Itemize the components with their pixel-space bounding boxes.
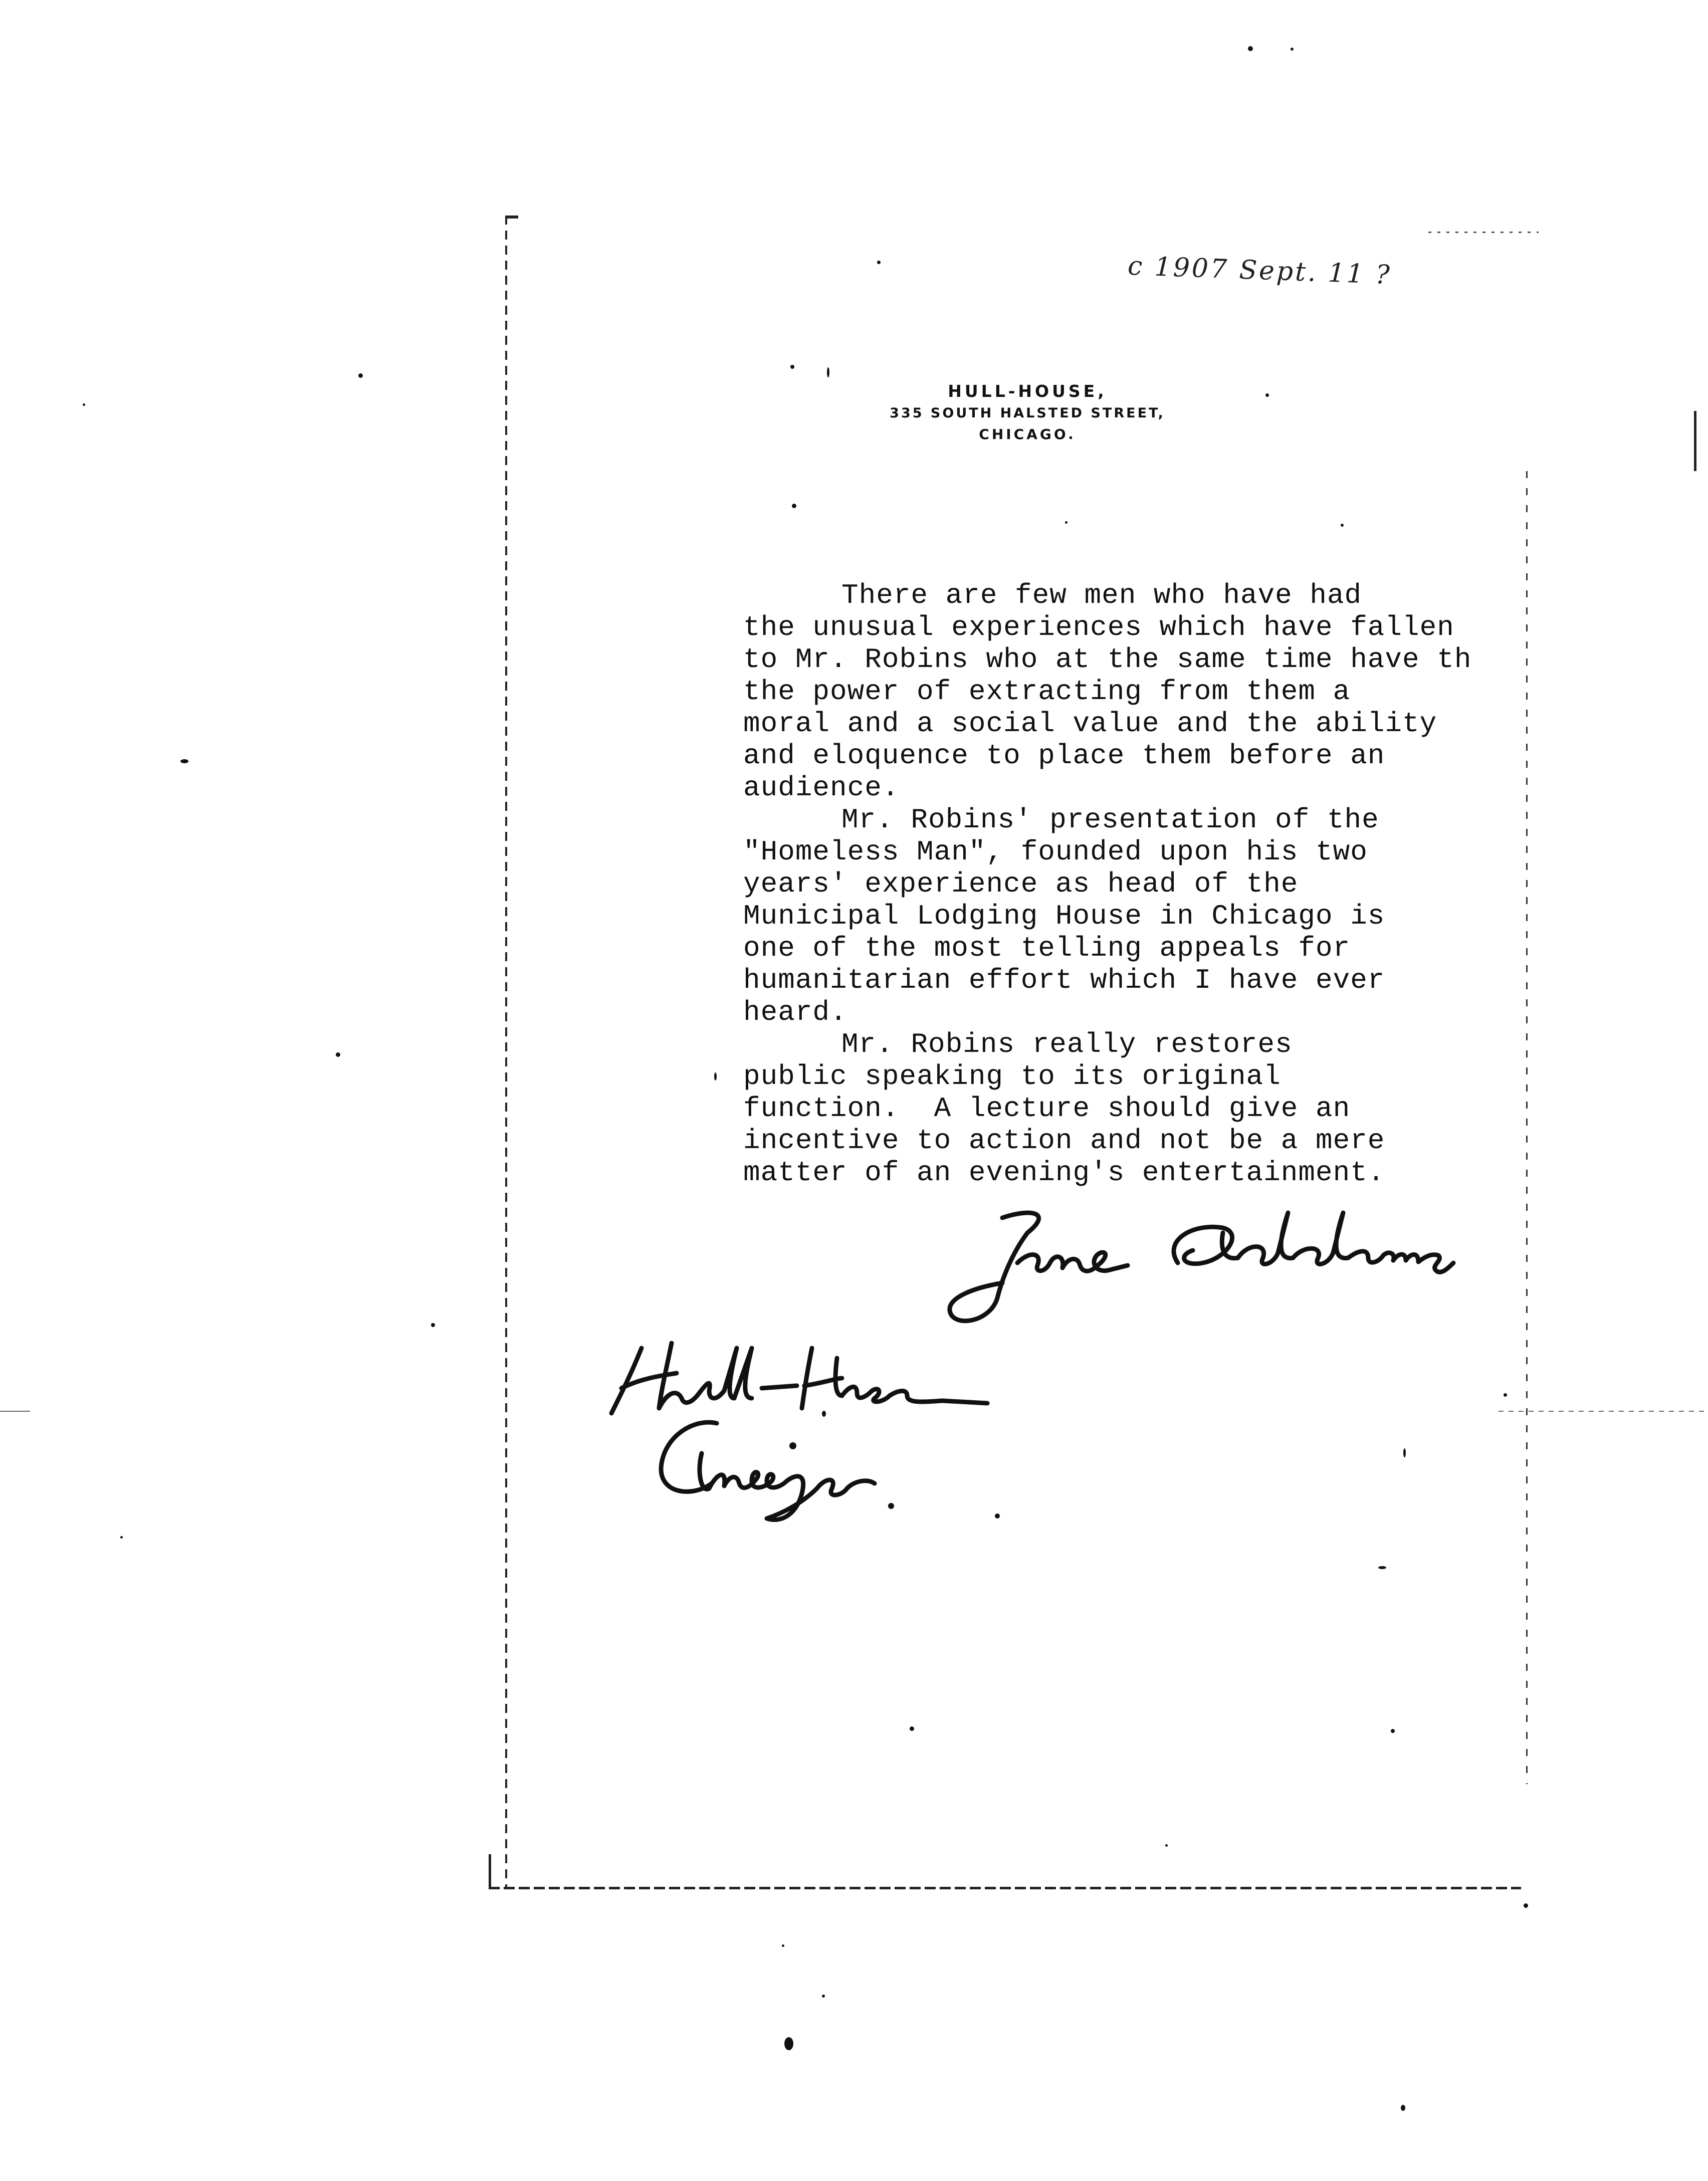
page-border-left xyxy=(505,215,507,1889)
body-line: Municipal Lodging House in Chicago is xyxy=(743,900,1385,932)
fold-line-right xyxy=(1499,1411,1708,1412)
body-line: matter of an evening's entertainment. xyxy=(743,1157,1385,1189)
body-line: public speaking to its original xyxy=(743,1060,1281,1093)
letterhead-street: 335 SOUTH HALSTED STREET, xyxy=(890,405,1165,421)
page-border-bottom-corner xyxy=(489,1854,491,1889)
body-line: one of the most telling appeals for xyxy=(743,932,1351,964)
body-line: Mr. Robins really restores xyxy=(841,1028,1293,1060)
body-line: "Homeless Man", founded upon his two xyxy=(743,836,1368,868)
body-line: Mr. Robins' presentation of the xyxy=(841,804,1379,836)
body-line: heard. xyxy=(743,996,847,1028)
page-border-right xyxy=(1526,471,1528,1784)
fold-line-left xyxy=(0,1411,30,1412)
body-line: moral and a social value and the ability xyxy=(743,708,1437,740)
body-line: and eloquence to place them before an xyxy=(743,740,1385,772)
page-border-left-tick xyxy=(505,215,518,219)
body-line: the power of extracting from them a xyxy=(743,676,1351,708)
letter-body xyxy=(743,579,1525,1189)
body-line: humanitarian effort which I have ever xyxy=(743,964,1385,996)
page-border-top-dots xyxy=(1428,232,1539,233)
body-line: incentive to action and not be a mere xyxy=(743,1125,1385,1157)
body-line: audience. xyxy=(743,772,900,804)
scan-edge-mark xyxy=(1694,411,1696,471)
letterhead-name: HULL-HOUSE, xyxy=(948,381,1107,401)
letterhead xyxy=(827,380,1228,445)
body-line: function. A lecture should give an xyxy=(743,1093,1351,1125)
body-line: There are few men who have had xyxy=(841,579,1362,611)
handwritten-place xyxy=(601,1303,1103,1544)
letterhead-city: CHICAGO. xyxy=(979,426,1076,443)
page-border-bottom xyxy=(489,1887,1521,1889)
date-annotation: c 1907 Sept. 11 ? xyxy=(1127,251,1392,291)
body-line: years' experience as head of the xyxy=(743,868,1299,900)
body-line: the unusual experiences which have fallen xyxy=(743,611,1454,643)
body-line: to Mr. Robins who at the same time have th xyxy=(743,643,1472,676)
